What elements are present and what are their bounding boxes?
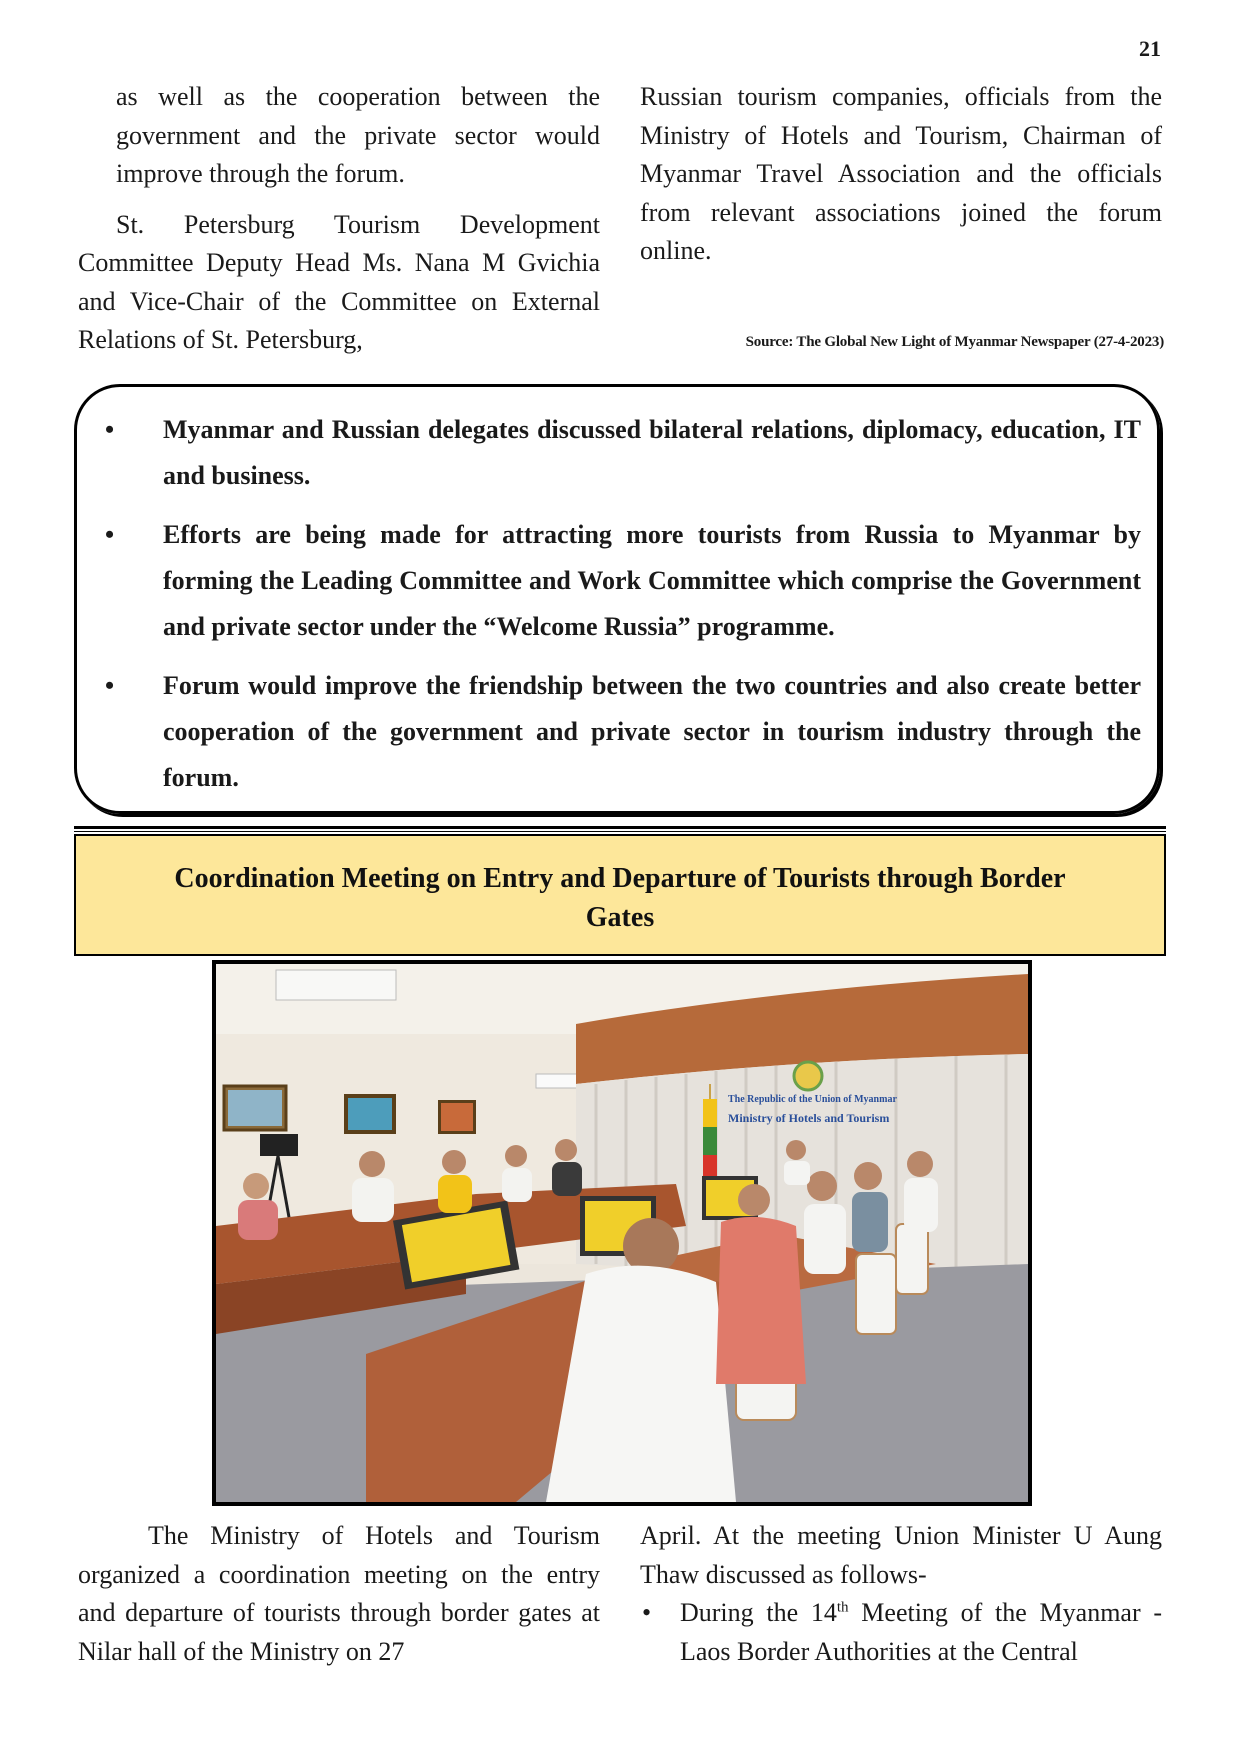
summary-item xyxy=(101,512,1141,650)
summary-item-text: Forum would improve the friendship between the two countries and also create better cooperation of the government and private sector in tourism industry through the forum. xyxy=(163,671,1141,792)
section-heading: Coordination Meeting on Entry and Departure of Tourists through Border Gates xyxy=(74,834,1166,956)
summary-item-text: Myanmar and Russian delegates discussed bilateral relations, diplomacy, education, IT and business. xyxy=(163,415,1141,490)
summary-item-text: Efforts are being made for attracting more tourists from Russia to Myanmar by forming the Leading Committee and Work Committee which comprise the Government and private sector under the “Welcome Russia” programme. xyxy=(163,520,1141,641)
summary-item xyxy=(101,407,1141,499)
backdrop-line2: Ministry of Hotels and Tourism xyxy=(728,1111,890,1125)
meeting-photo xyxy=(212,960,1032,1506)
page-number: 21 xyxy=(1139,36,1161,61)
bullet-text-post: Meeting of the Myanmar -Laos Border Authorities at the Central xyxy=(680,1598,1163,1666)
paragraph-continuation: as well as the cooperation between the government and the private sector would improve through the forum. xyxy=(116,82,600,188)
bottom-right-column xyxy=(640,1517,1162,1671)
backdrop-line1: The Republic of the Union of Myanmar xyxy=(728,1094,897,1105)
section-divider xyxy=(74,826,1166,832)
paragraph-union-minister: April. At the meeting Union Minister U Aung Thaw discussed as follows- xyxy=(640,1521,1162,1589)
bullet-icon: • xyxy=(105,671,115,700)
paragraph-russian-companies: Russian tourism companies, officials from the Ministry of Hotels and Tourism, Chairman of Myanmar Travel Association and the officials from relevant associations joined the forum online. xyxy=(640,82,1162,265)
summary-list xyxy=(101,407,1141,814)
source-citation: Source: The Global New Light of Myanmar Newspaper (27-4-2023) xyxy=(745,334,1164,350)
summary-item xyxy=(101,663,1141,801)
bullet-icon: • xyxy=(105,415,115,444)
bullet-icon: • xyxy=(642,1598,652,1627)
bullet-text-sup: th xyxy=(836,1599,849,1616)
bullet-icon: • xyxy=(105,520,115,549)
paragraph-st-petersburg: St. Petersburg Tourism Development Committee Deputy Head Ms. Nana M Gvichia and Vice-Chair of the Committee on External Relations of St. Petersburg, xyxy=(78,209,600,354)
top-left-column xyxy=(78,78,600,360)
paragraph-coordination-meeting: The Ministry of Hotels and Tourism organized a coordination meeting on the entry and departure of tourists through border gates at Nilar hall of the Ministry on 27 xyxy=(78,1521,600,1666)
summary-box xyxy=(74,384,1160,814)
bullet-text-pre: During the 14 xyxy=(680,1598,837,1627)
bottom-left-column xyxy=(78,1517,600,1671)
top-right-column xyxy=(640,78,1162,271)
bullet-item-14th-meeting xyxy=(640,1594,1162,1671)
